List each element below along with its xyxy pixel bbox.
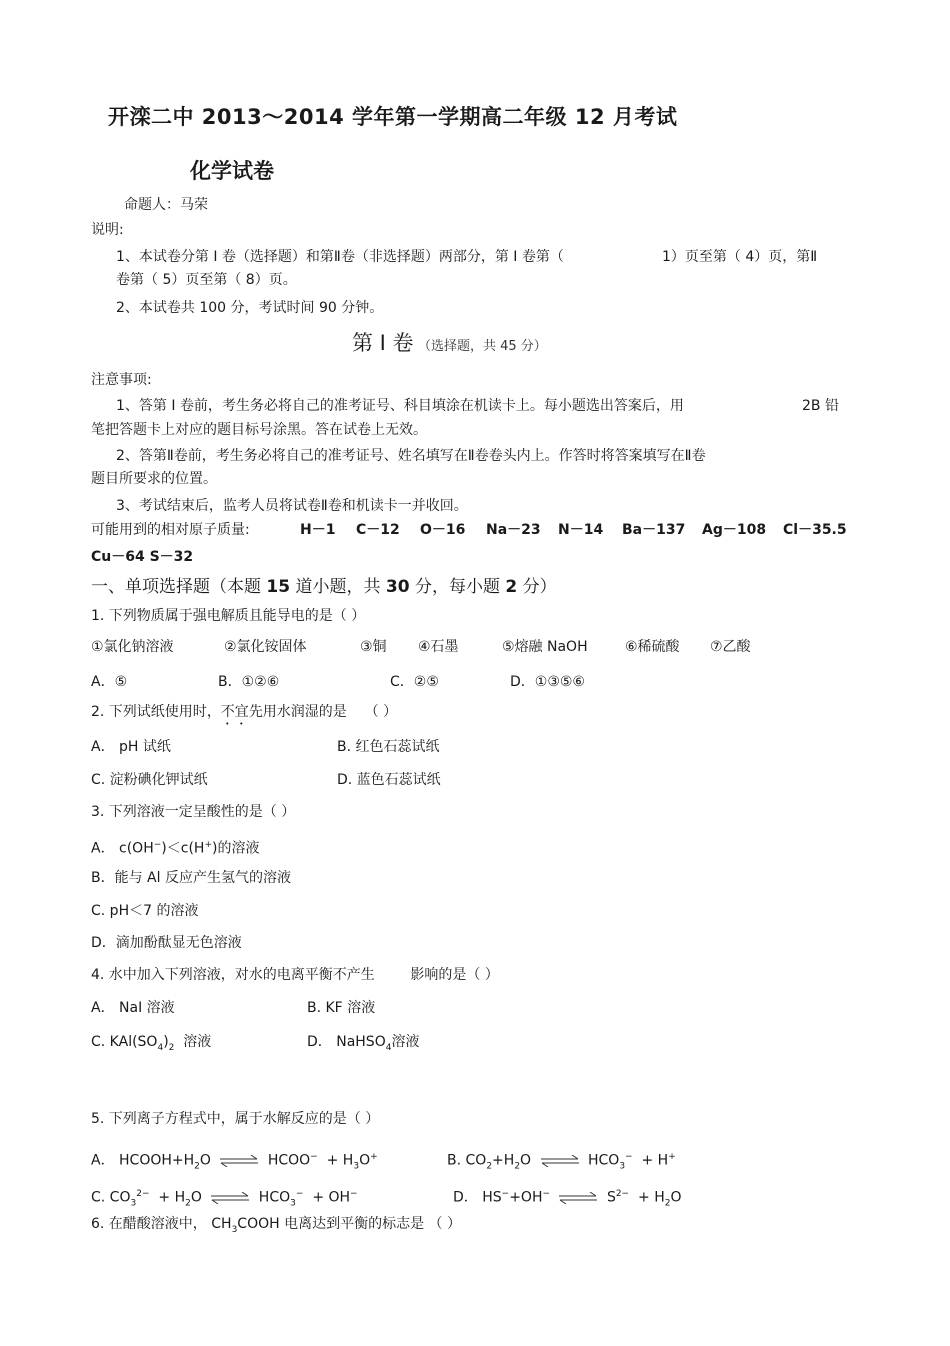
note-3: 3、考试结束后，监考人员将试卷Ⅱ卷和机读卡一并收回。	[116, 498, 468, 514]
section1-count: 15	[266, 577, 291, 597]
equilibrium-arrow-icon	[540, 1155, 580, 1167]
q5-a-right2: + H	[326, 1152, 354, 1169]
section1-total: 30	[385, 577, 410, 597]
atomic-mass-h: H－1	[300, 522, 336, 538]
q4-option-d-tail: 溶液	[391, 1034, 420, 1050]
q4-stem-a: 4. 水中加入下列溶液，对水的电离平衡不产生	[91, 967, 375, 983]
q2-option-b: B. 红色石蕊试纸	[337, 739, 440, 755]
q5-option-c: C. $CO_3^{2-} + H_2O$ $HCO_3^- + OH^-$	[91, 1189, 358, 1209]
q5-d-left: D． HS	[453, 1189, 502, 1206]
q3-option-a-part3: )的溶液	[211, 840, 260, 857]
q5-a-right3: O	[359, 1152, 371, 1169]
q5-c-left: C. CO	[91, 1189, 131, 1206]
q1-item-7: ⑦乙酸	[710, 639, 751, 655]
atomic-mass-cl: Cl－35.5	[783, 522, 847, 538]
atomic-mass-label: 可能用到的相对原子质量:	[91, 522, 250, 538]
q4-stem	[91, 966, 499, 984]
q5-b-right2: + H	[641, 1152, 669, 1169]
q1-option-a: A．⑤	[91, 674, 128, 690]
part1-heading	[352, 330, 547, 356]
section1-title	[91, 576, 557, 598]
q5-c-right2: + OH	[312, 1189, 351, 1206]
q5-d-left2: +OH	[509, 1189, 543, 1206]
q1-item-6: ⑥稀硫酸	[625, 639, 680, 655]
equilibrium-arrow-icon	[219, 1155, 259, 1167]
section1-each: 2	[505, 577, 518, 597]
q5-option-d: D． HS−+OH− $S^{2-} + H_2O$	[453, 1189, 682, 1209]
q5-d-right2: + H	[638, 1189, 665, 1206]
notes-heading: 注意事项:	[91, 372, 152, 388]
q3-stem: 3. 下列溶液一定呈酸性的是（ ）	[91, 804, 296, 820]
q1-item-5: ⑤熔融 NaOH	[502, 639, 588, 655]
section1-title-c: 道小题，共	[295, 577, 381, 597]
q5-d-right3: O	[670, 1189, 682, 1206]
q1-item-3: ③铜	[360, 639, 387, 655]
q5-c-left3: O	[190, 1189, 202, 1206]
note-1c: 笔把答题卡上对应的题目标号涂黑。答在试卷上无效。	[91, 422, 427, 438]
instructions-heading: 说明:	[91, 222, 124, 238]
section1-title-e: 分，每小题	[414, 577, 500, 597]
q2-option-a: A． pH 试纸	[91, 739, 171, 755]
q1-item-4: ④石墨	[418, 639, 459, 655]
section1-title-g: 分）	[522, 577, 557, 597]
equilibrium-arrow-icon	[558, 1192, 598, 1204]
atomic-mass-line2: Cu－64 S－32	[91, 549, 194, 565]
q3-option-a-part2: )＜c(H	[161, 840, 205, 857]
q1-item-2: ②氯化铵固体	[224, 639, 307, 655]
note-1b: 2B 铅	[802, 398, 839, 414]
q3-option-c: C. pH＜7 的溶液	[91, 903, 199, 919]
q2-option-c: C. 淀粉碘化钾试纸	[91, 772, 208, 788]
q1-option-c: C．②⑤	[390, 674, 439, 690]
q4-option-c-formula: C. KAl(SO	[91, 1034, 158, 1050]
q4-option-d-formula: D． NaHSO	[307, 1034, 386, 1050]
instruction-1c: 卷第（ 5）页至第（ 8）页。	[116, 272, 297, 288]
q5-b-right: HCO	[587, 1152, 620, 1169]
atomic-mass-na: Na－23	[486, 522, 541, 538]
note-1a: 1、答第 I 卷前，考生务必将自己的准考证号、科目填涂在机读卡上。每小题选出答案后，用	[116, 398, 684, 414]
q3-option-a-part1: A． c(OH	[91, 840, 154, 857]
q2-stem-emphasis: ，不宜	[206, 704, 249, 720]
instruction-2: 2、本试卷共 100 分，考试时间 90 分钟。	[116, 300, 384, 316]
q4-option-c: C. $KAl(SO_4)_2$ 溶液	[91, 1034, 212, 1053]
q6-stem-a: 6. 在醋酸溶液中， CH	[91, 1216, 232, 1232]
q5-option-a: A． $HCOOH+H_2O$ HCOO− + $H_3O^+$	[91, 1152, 378, 1172]
q4-stem-b: 影响的是（ ）	[410, 967, 499, 983]
q5-d-right: S	[606, 1189, 616, 1206]
q6-stem: 6. 在醋酸溶液中， $CH_3COOH$ 电离达到平衡的标志是 （ ）	[91, 1216, 461, 1235]
atomic-mass-o: O－16	[420, 522, 466, 538]
q2-stem	[91, 703, 397, 728]
instruction-1b: 1）页至第（ 4）页，第Ⅱ	[662, 249, 818, 265]
q5-stem: 5. 下列离子方程式中，属于水解反应的是（ ）	[91, 1111, 380, 1127]
note-2b: 题目所要求的位置。	[91, 471, 217, 487]
q1-option-b: B．①②⑥	[218, 674, 280, 690]
q1-option-d: D．①③⑤⑥	[510, 674, 585, 690]
q5-a-left: A． HCOOH+H	[91, 1152, 195, 1169]
part1-note: （选择题，共 45 分）	[418, 339, 547, 354]
q5-c-left2: + H	[158, 1189, 186, 1206]
part1-label: 第 I 卷	[352, 331, 414, 355]
q3-option-d: D．滴加酚酞显无色溶液	[91, 935, 242, 951]
q6-stem-b: COOH 电离达到平衡的标志是 （ ）	[237, 1216, 461, 1232]
q5-a-right: HCOO	[267, 1152, 311, 1169]
q5-b-left2: +H	[492, 1152, 515, 1169]
q3-option-b: B．能与 Al 反应产生氢气的溶液	[91, 870, 291, 886]
q2-option-d: D. 蓝色石蕊试纸	[337, 772, 441, 788]
q5-a-left2: O	[199, 1152, 211, 1169]
atomic-mass-ag: Ag－108	[702, 522, 767, 538]
exam-title: 开滦二中 2013～2014 学年第一学期高二年级 12 月考试	[108, 105, 678, 129]
q4-option-b: B. KF 溶液	[307, 1000, 376, 1016]
note-2a: 2、答第Ⅱ卷前，考生务必将自己的准考证号、姓名填写在Ⅱ卷卷头内上。作答时将答案填写在Ⅱ卷	[116, 448, 706, 464]
q5-b-left3: O	[520, 1152, 532, 1169]
instruction-1a: 1、本试卷分第 I 卷（选择题）和第Ⅱ卷（非选择题）两部分，第 I 卷第（	[116, 249, 564, 265]
atomic-mass-c: C－12	[356, 522, 400, 538]
q5-b-left: B. CO	[447, 1152, 487, 1169]
equilibrium-arrow-icon	[210, 1192, 250, 1204]
q2-stem-c: 先用水润湿的是	[248, 704, 347, 720]
q4-option-a: A． NaI 溶液	[91, 1000, 175, 1016]
q1-item-1: ①氯化钠溶液	[91, 639, 174, 655]
q3-option-a: A． c(OH−)＜c(H+)的溶液	[91, 840, 260, 857]
atomic-mass-ba: Ba－137	[622, 522, 686, 538]
q4-option-c-tail: 溶液	[183, 1034, 212, 1050]
section1-title-a: 一、单项选择题（本题	[91, 577, 261, 597]
q1-stem: 1. 下列物质属于强电解质且能导电的是（ ）	[91, 608, 366, 624]
q2-stem-a: 2. 下列试纸使用时	[91, 704, 207, 720]
exam-subtitle: 化学试卷	[190, 159, 274, 183]
q5-option-b: B. $CO_2+H_2O$ $HCO_3^- + H^+$	[447, 1152, 676, 1172]
author-line: 命题人：马荣	[124, 197, 208, 213]
q5-c-right: HCO	[258, 1189, 291, 1206]
q2-stem-d: （ ）	[364, 704, 398, 720]
atomic-mass-n: N－14	[558, 522, 604, 538]
q4-option-d: D． NaHSO$_4$溶液	[307, 1034, 420, 1053]
